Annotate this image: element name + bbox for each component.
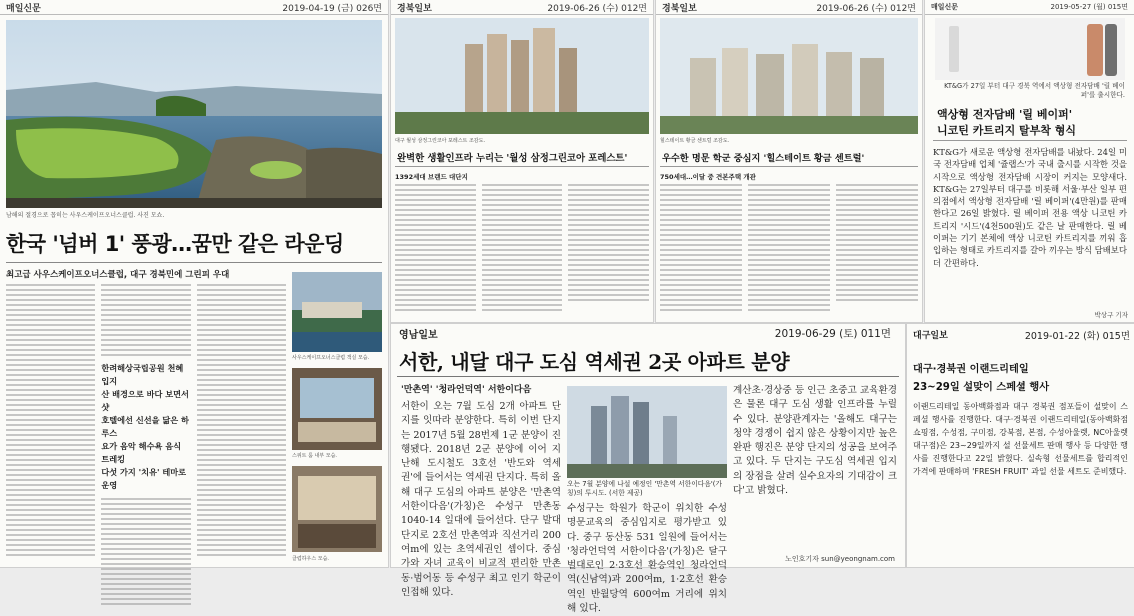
golf-course-photo	[6, 20, 382, 208]
clip-wolseong-article	[391, 0, 653, 322]
newspaper-name: 경북일보	[662, 3, 697, 14]
byline: 노인호기자 sun@yeongnam.com	[785, 555, 895, 563]
photo-caption: 힐스테이트 황금 센트럴 조감도.	[660, 138, 730, 144]
byline: 박상구 기자	[1094, 311, 1128, 319]
article-body-right: 계산초·경상중 등 인근 초중고 교육환경은 물론 대구 도심 생활 인프라를 누릴 수 있다. 분양관계자는 '올해도 대구는 청약 경쟁이 쉽지 않은 상황이지만 높은 완판 행진은 분양 단지의 성공을 보여주고 있다. 두 단지는 구도심 역세권 입지의 장점을 살려 실수요자의 기대감이 크다'고 밝혔다.	[733, 385, 897, 497]
article-headline: 한국 '넘버 1' 풍광…꿈만 같은 라운딩	[6, 232, 344, 256]
e-cigarette-product-photo	[935, 18, 1125, 80]
article-headline: 우수한 명문 학군 중심지 '힐스테이트 황금 센트럴'	[662, 153, 865, 164]
article-headline-line-2: 23~29일 설맞이 스페셜 행사	[913, 382, 1050, 393]
photo-caption: 클럽하우스 모습.	[292, 556, 329, 562]
publish-date: 2019-06-29 (토) 011면	[774, 328, 891, 340]
clubhouse-photo	[292, 466, 382, 552]
body-column-1	[6, 284, 95, 564]
pullquote-line: 산 배경으로 바다 보면서 샷	[101, 389, 189, 412]
clip-hillstate-article	[656, 0, 922, 322]
newspaper-name: 대구일보	[913, 331, 948, 341]
newspaper-name: 영남일보	[399, 330, 438, 341]
article-headline-line-2: 니코틴 카트리지 탈부착 형식	[937, 124, 1076, 137]
clip-seohan-article	[391, 324, 905, 615]
publish-date: 2019-06-26 (수) 012면	[547, 3, 647, 14]
newspaper-name: 매일신문	[931, 3, 959, 11]
photo-caption: 대구 월성 삼정그린코아 포레스트 조감도.	[395, 138, 486, 144]
photo-credit: (서한 제공)	[608, 489, 643, 497]
article-subhead: 1392세대 브랜드 대단지	[395, 173, 468, 181]
article-headline-line-1: 대구·경북권 이랜드리테일	[913, 364, 1029, 375]
clip-header	[391, 0, 653, 15]
photo-caption: 오는 7월 분양에 나설 예정인 '만촌역 서한이다음'(가칭)의 투시도.	[567, 480, 722, 497]
article-headline: 완벽한 생활인프라 누리는 '월성 삼정그린코아 포레스트'	[397, 153, 628, 164]
publish-date: 2019-05-27 (월) 015면	[1050, 3, 1128, 11]
apartment-perspective-photo	[567, 386, 727, 478]
body-columns	[395, 184, 649, 318]
article-body: KT&G가 새로운 액상형 전자담배를 내놨다. 24일 미국 전자담배 업체 '쥴랩스'가 국내 출시를 시작한 것을 시작으로 액상형 전자담배 시장이 커지는 모양새다. KT&G는 27일부터 대구를 비롯해 서울·부산 일부 편의점에서 액상형 전자담배 '릴 베이퍼'(4만원)를 판매한다고 26일 밝혔다. 릴 베이퍼 전용 액상 니코틴 카트리지 '시드'(4천500원)도 같은 날 판매한다. 릴 베이퍼는 기기 본체에 액상 니코틴 카트리지를 끼워 흡입하는 형태로 카트리지를 갈아 끼우는 방식 담배보다 더 간편하다.	[933, 147, 1127, 268]
clip-header	[656, 0, 922, 15]
article-headline-line-1: 액상형 전자담배 '릴 베이퍼'	[937, 108, 1073, 121]
pullquote-line: 한려해상국립공원 천혜 입지	[101, 363, 184, 386]
photo-caption: 사우스케이프오너스클럽 객실 모습.	[292, 355, 370, 361]
publish-date: 2019-06-26 (수) 012면	[816, 3, 916, 14]
suite-room-photo	[292, 368, 382, 450]
publish-date: 2019-04-19 (금) 026면	[282, 3, 382, 14]
body-columns	[6, 284, 286, 564]
article-headline: 서한, 내달 대구 도심 역세권 2곳 아파트 분양	[399, 350, 790, 374]
pullquote-line: 다섯 가지 '치유' 테마로 운영	[101, 467, 187, 490]
clip-header	[925, 0, 1134, 15]
body-column-2	[101, 284, 190, 564]
pullquote-line: 요가 음악 해수욕 음식 트레킹	[101, 441, 182, 464]
photo-caption: 남해의 절경으로 꼽히는 사우스케이프오너스클럽. 사진 모쇼.	[6, 212, 165, 219]
newspaper-name: 경북일보	[397, 3, 432, 14]
photo-caption: 스위트 룸 내부 모습.	[292, 453, 337, 459]
article-subhead: 최고급 사우스케이프오너스클럽, 대구 경북민에 그린피 우대	[6, 270, 230, 280]
clip-golf-article	[0, 0, 388, 567]
newspaper-name: 매일신문	[6, 3, 41, 14]
apartment-rendering-photo	[660, 18, 918, 134]
resort-exterior-photo	[292, 272, 382, 352]
pullquote-line: 호텔에선 신선을 닮은 하루스	[101, 415, 189, 438]
apartment-rendering-photo	[395, 18, 649, 134]
article-body-left: 서한이 오는 7월 도심 2개 아파트 단지를 잇따라 분양한다. 특히 이번 단지는 2017년 5월 28번제 1군 분양이 진행됐다. 2018년 2군 분양에 이어 지난해 도시철도 3호선 '반도와 역세권'에 들어서는 역세권 단지다. 특히 올해 대구 도심의 아파트 분양은 '만촌역 서한이다음'(가칭)은 수성구 만촌동 1040-14 일대에 들어선다. 단구 발대단지로 2호선 만촌역과 직선거리 200여m에 있는 초역세권인 셈이다. 중심가와 자녀 교육이 비교적 편리한 만촌동·범어동 등 수성구 최고 인기 학군이 인접해 있다.	[401, 401, 561, 598]
photo-caption: KT&G가 27일 부터 대구 경북 역에서 액상형 전자담배 '릴 베이퍼'를 출시한다.	[944, 82, 1125, 99]
body-column-3	[197, 284, 286, 564]
body-columns	[660, 184, 918, 318]
article-subhead: '만촌역' '청라언덕역' 서한이다음	[401, 385, 532, 395]
article-subhead: 750세대…이달 중 견본주택 개관	[660, 173, 756, 181]
article-body: 이랜드리테일 동아백화점과 대구 경북권 점포들이 설맞이 스페셜 행사를 진행한다. 대구·경북권 이랜드리테일(동아백화점 쇼핑점, 수성점, 구미점, 강북점, 본점, 수성아울렛, NC아울렛 대구점)은 23~29일까지 설 선물세트 판매 행사 등 다양한 행사를 진행한다고 22일 밝혔다. 실속형 선물세트를 합리적인 가격에 판매하며 'FRESH FRUIT' 과일 선물 세트도 준비했다.	[913, 402, 1128, 476]
clip-ktng-article	[925, 0, 1134, 322]
clip-header	[0, 0, 388, 15]
article-body-mid: 수성구는 학원가 학군이 위치한 수성명문교육의 중심입지로 평가받고 있다. 중구 동산동 531 일원에 들어서는 '청라언덕역 서한이다음'(가칭)은 달구벌대로인 2·3호선 환승역인 청라언덕역(신남역)과 200여m, 1·2호선 환승역인 반월당역 600여m 거리에 위치해 있다.	[567, 503, 727, 615]
clip-eland-article	[907, 324, 1134, 567]
publish-date: 2019-01-22 (화) 015면	[1024, 331, 1130, 342]
